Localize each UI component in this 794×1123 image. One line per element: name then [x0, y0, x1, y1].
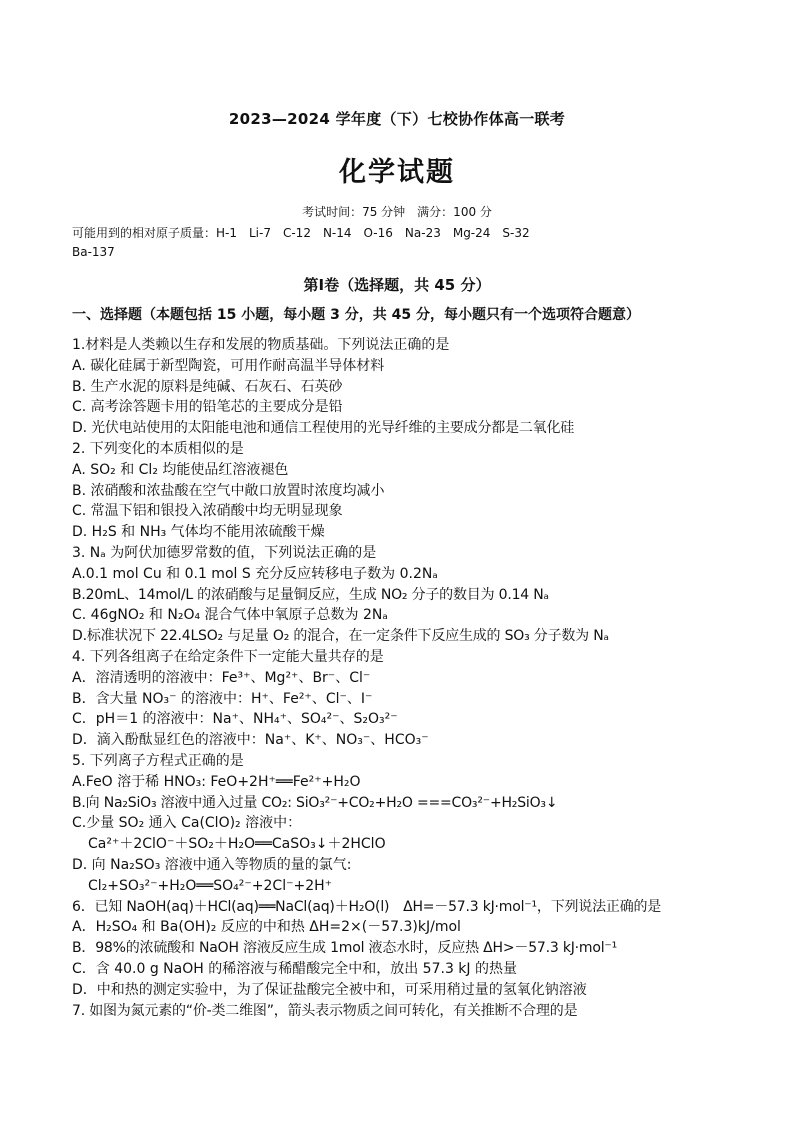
atomic-mass-line-continued: Ba-137 — [72, 245, 115, 259]
section-title: 一、选择题（本题包括 15 小题，每小题 3 分，共 45 分，每小题只有一个选项符合题意） — [72, 307, 640, 323]
question-3-option-b: B.20mL、14mol/L 的浓硝酸与足量铜反应，生成 NO₂ 分子的数目为 0.14 Nₐ — [72, 586, 549, 603]
question-4-option-a: A．溶清透明的溶液中：Fe³⁺、Mg²⁺、Br⁻、Cl⁻ — [72, 669, 371, 686]
question-text — [72, 335, 712, 1021]
question-2-option-b: B. 浓硝酸和浓盐酸在空气中敞口放置时浓度均减小 — [72, 482, 385, 499]
question-3-option-c: C. 46gNO₂ 和 N₂O₄ 混合气体中氧原子总数为 2Nₐ — [72, 607, 388, 624]
question-6-stem: 6．已知 NaOH(aq)＋HCl(aq)══NaCl(aq)＋H₂O(l) ΔH=－57.3 kJ·mol⁻¹，下列说法正确的是 — [72, 898, 662, 915]
atomic-mass-line: 可能用到的相对原子质量：H-1 Li-7 C-12 N-14 O-16 Na-23 Mg-24 S-32 — [72, 226, 530, 240]
question-5-option-a: A.FeO 溶于稀 HNO₃: FeO+2H⁺══Fe²⁺+H₂O — [72, 773, 361, 790]
question-5-option-c: C.少量 SO₂ 通入 Ca(ClO)₂ 溶液中： — [72, 815, 302, 832]
question-3-option-d: D.标准状况下 22.4LSO₂ 与足量 O₂ 的混合，在一定条件下反应生成的 SO₃ 分子数为 Nₐ — [72, 628, 609, 645]
question-6-option-c: C．含 40.0 g NaOH 的稀溶液与稀醋酸完全中和，放出 57.3 kJ 的热量 — [72, 960, 517, 977]
question-2-stem: 2. 下列变化的本质相似的是 — [72, 440, 244, 457]
question-3-option-a: A.0.1 mol Cu 和 0.1 mol S 充分反应转移电子数为 0.2Nₐ — [72, 565, 438, 582]
subject-title: 化学试题 — [339, 157, 455, 188]
question-4-option-b: B．含大量 NO₃⁻ 的溶液中：H⁺、Fe²⁺、Cl⁻、I⁻ — [72, 690, 373, 707]
question-3-stem: 3. Nₐ 为阿伏加德罗常数的值，下列说法正确的是 — [72, 544, 377, 561]
question-4-option-d: D．滴入酚酞显红色的溶液中：Na⁺、K⁺、NO₃⁻、HCO₃⁻ — [72, 732, 429, 749]
exam-title: 2023—2024 学年度（下）七校协作体高一联考 — [228, 110, 566, 128]
question-1-option-d: D. 光伏电站使用的太阳能电池和通信工程使用的光导纤维的主要成分都是二氧化硅 — [72, 420, 575, 437]
question-1-option-c: C. 高考涂答题卡用的铅笔芯的主要成分是铅 — [72, 399, 343, 416]
question-6-option-d: D．中和热的测定实验中，为了保证盐酸完全被中和，可采用稍过量的氢氧化钠溶液 — [72, 981, 587, 998]
question-5-option-c-equation: Ca²⁺＋2ClO⁻＋SO₂＋H₂O══CaSO₃↓＋2HClO — [88, 836, 386, 853]
question-2-option-c: C. 常温下铝和银投入浓硝酸中均无明显现象 — [72, 503, 343, 520]
question-2-option-a: A. SO₂ 和 Cl₂ 均能使品红溶液褪色 — [72, 461, 289, 478]
question-7-stem: 7. 如图为氮元素的“价-类二维图”，箭头表示物质之间可转化，有关推断不合理的是 — [72, 1002, 578, 1019]
part-title: 第Ⅰ卷（选择题，共 45 分） — [303, 276, 491, 294]
question-5-stem: 5. 下列离子方程式正确的是 — [72, 752, 244, 769]
question-1-option-a: A. 碳化硅属于新型陶瓷，可用作耐高温半导体材料 — [72, 357, 385, 374]
exam-info: 考试时间：75 分钟 满分：100 分 — [302, 205, 492, 219]
question-4-stem: 4. 下列各组离子在给定条件下一定能大量共存的是 — [72, 648, 384, 665]
question-5-option-d: D. 向 Na₂SO₃ 溶液中通入等物质的量的氯气: — [72, 856, 352, 873]
question-1-option-b: B. 生产水泥的原料是纯碱、石灰石、石英砂 — [72, 378, 343, 395]
question-6-option-b: B．98%的浓硫酸和 NaOH 溶液反应生成 1mol 液态水时，反应热 ΔH>－57.3 kJ·mol⁻¹ — [72, 940, 618, 957]
question-1-stem: 1.材料是人类赖以生存和发展的物质基础。下列说法正确的是 — [72, 337, 450, 353]
question-5-option-d-equation: Cl₂+SO₃²⁻+H₂O══SO₄²⁻+2Cl⁻+2H⁺ — [88, 877, 333, 894]
question-5-option-b: B.向 Na₂SiO₃ 溶液中通入过量 CO₂: SiO₃²⁻+CO₂+H₂O ===CO₃²⁻+H₂SiO₃↓ — [72, 794, 558, 811]
question-4-option-c: C．pH＝1 的溶液中：Na⁺、NH₄⁺、SO₄²⁻、S₂O₃²⁻ — [72, 711, 398, 728]
question-6-option-a: A．H₂SO₄ 和 Ba(OH)₂ 反应的中和热 ΔH=2×(－57.3)kJ/mol — [72, 919, 461, 936]
question-2-option-d: D. H₂S 和 NH₃ 气体均不能用浓硫酸干燥 — [72, 524, 325, 541]
